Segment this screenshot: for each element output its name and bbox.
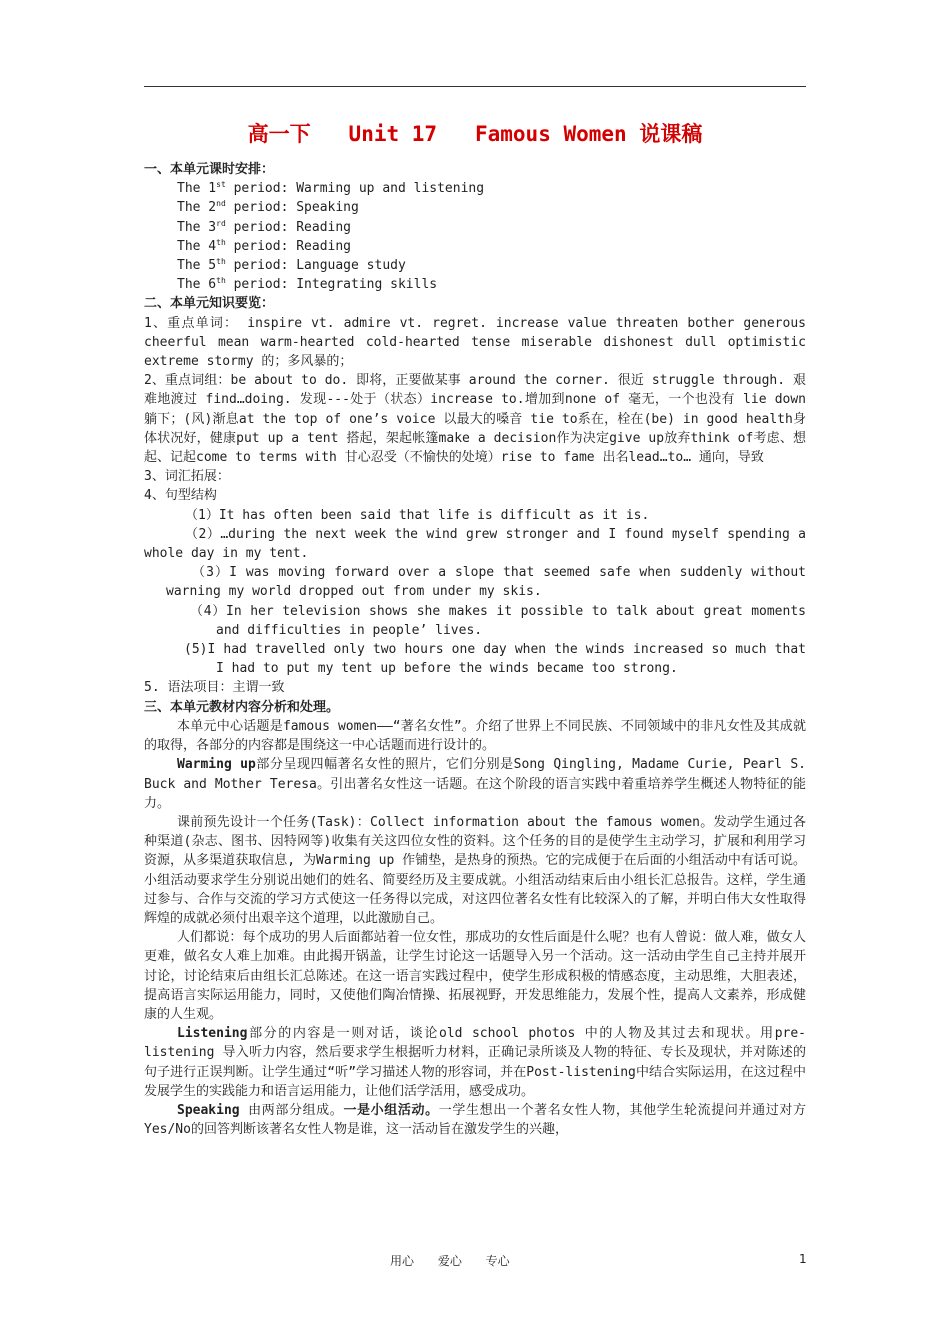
speaking-text-b: 一学生想出一个著名女性人物，其他学生轮流提问并通过对方Yes/No的回答判断该著名女性人物是谁，这一活动旨在激发学生的兴趣，	[144, 1102, 806, 1138]
period-item: The 1st period: Warming up and listening	[177, 180, 485, 197]
listening-label: Listening	[177, 1026, 248, 1042]
sentence-pattern-3: （3）I was moving forward over a slope that seemed safe when suddenly without warning my world dropped out from under my skis.	[166, 565, 806, 600]
analysis-paragraph-speaking	[144, 1101, 806, 1139]
document-body	[144, 160, 806, 1139]
key-vocabulary: 1、重点单词： inspire vt. admire vt. regret. increase value threaten bother generous cheerful mean warm-hearted cold-hearted tense miserable dishonest dull optimistic extreme stormy 的；多风暴的；	[144, 315, 806, 370]
analysis-paragraph-1: 本单元中心话题是famous women——“著名女性”。介绍了世界上不同民族、不同领域中的非凡女性及其成就的取得，各部分的内容都是围绕这一中心话题而进行设计的。	[144, 718, 806, 754]
sentence-pattern-1: （1）It has often been said that life is difficult as it is.	[185, 507, 650, 523]
section-heading-schedule: 一、本单元课时安排：	[144, 162, 275, 177]
sentence-pattern-5: (5)I had travelled only two hours one day when the winds increased so much that I had to put my tent up before the winds became too strong.	[184, 642, 806, 677]
analysis-paragraph-warming-up	[144, 755, 806, 813]
grammar-item: 5. 语法项目：主谓一致	[144, 680, 285, 696]
speaking-text-a: 由两部分组成。	[239, 1102, 344, 1118]
analysis-paragraph-task: 课前预先设计一个任务(Task)：Collect information about the famous women。发动学生通过各种渠道(杂志、图书、因特网等)收集有关这四位女性的资料。这个任务的目的是使学生主动学习，扩展和利用学习资源，从多渠道获取信息, 为Warming up 作铺垫，是热身的预热。它的完成便于在后面的小组活动中有话可说。小组活动要求学生分别说出她们的姓名、简要经历及主要成就。小组活动结束后由小组长汇总报告。这样，学生通过参与、合作与交流的学习方式使这一任务得以完成，对这四位著名女性有比较深入的了解，并明白伟大女性取得辉煌的成就必须付出艰辛这个道理，以此激励自己。	[144, 814, 806, 926]
period-item: The 5th period: Language study	[177, 257, 406, 274]
group-activity-label: 一是小组活动。	[343, 1102, 439, 1118]
warming-up-label: Warming up	[177, 757, 256, 773]
page-title: 高一下 Unit 17 Famous Women 说课稿	[247, 122, 703, 146]
period-item: The 4th period: Reading	[177, 237, 352, 254]
period-item: The 2nd period: Speaking	[177, 199, 359, 216]
speaking-label: Speaking	[177, 1102, 240, 1118]
period-list	[144, 179, 806, 294]
period-item: The 6th period: Integrating skills	[177, 276, 438, 293]
header-rule	[144, 86, 806, 87]
page-number: 1	[799, 1252, 807, 1266]
sentence-pattern-2: （2）…during the next week the wind grew stronger and I found myself spending a whole day in my tent.	[144, 526, 806, 562]
analysis-paragraph-discussion: 人们都说：每个成功的男人后面都站着一位女性，那成功的女性后面是什么呢？也有人曾说：做人难，做女人更难，做名女人难上加难。由此揭开锅盖，让学生讨论这一话题导入另一个活动。这一活动由学生自己主持并展开讨论，讨论结束后由组长汇总陈述。在这一语言实践过程中，使学生形成积极的情感态度，主动思维，大胆表述，提高语言实际运用能力，同时，又使他们陶冶情操、拓展视野，开发思维能力，发展个性，提高人文素养，形成健康的人生观。	[144, 930, 806, 1022]
section-heading-analysis: 三、本单元教材内容分析和处理。	[144, 699, 340, 715]
vocabulary-expansion: 3、词汇拓展：	[144, 469, 230, 485]
sentence-pattern-4: （4）In her television shows she makes it possible to talk about great moments and difficulties in people’ lives.	[190, 603, 806, 638]
section-heading-knowledge: 二、本单元知识要览：	[144, 296, 275, 312]
period-item: The 3rd period: Reading	[177, 218, 352, 235]
warming-up-text: 部分呈现四幅著名女性的照片，它们分别是Song Qingling, Madame Curie, Pearl S. Buck and Mother Teresa。引出著名女性这一话题。在这个阶段的语言实践中着重培养学生概述人物特征的能力。	[144, 757, 806, 811]
key-phrases: 2、重点词组：be about to do. 即将，正要做某事 around the corner. 很近 struggle through. 艰难地渡过 find…doing. 发现---处于（状态）increase to.增加到none of 毫无，一个也没有 lie down 躺下；(风)渐息at the top of one’s voice 以最大的嗓音 tie to系在，栓在(be) in good health身体状况好，健康put up a tent 搭起，架起帐篷make a decision作为决定give up放弃think of考虑、想起、记起come to terms with 甘心忍受（不愉快的处境）rise to fame 出名lead…to… 通向，导致	[144, 373, 806, 466]
listening-text: 部分的内容是一则对话，谈论old school photos 中的人物及其过去和现状。用pre-listening 导入听力内容，然后要求学生根据听力材料，正确记录所谈及人物的特征、专长及现状，并对陈述的句子进行正误判断。让学生通过“听”学习描述人物的形容词，并在Post-listening中结合实际运用，在这过程中发展学生的实践能力和语言运用能力，让他们活学活用，感受成功。	[144, 1026, 806, 1099]
analysis-paragraph-listening	[144, 1024, 806, 1101]
footer-motto: 用心 爱心 专心	[390, 1254, 510, 1268]
sentence-patterns-heading: 4、句型结构	[144, 488, 217, 504]
